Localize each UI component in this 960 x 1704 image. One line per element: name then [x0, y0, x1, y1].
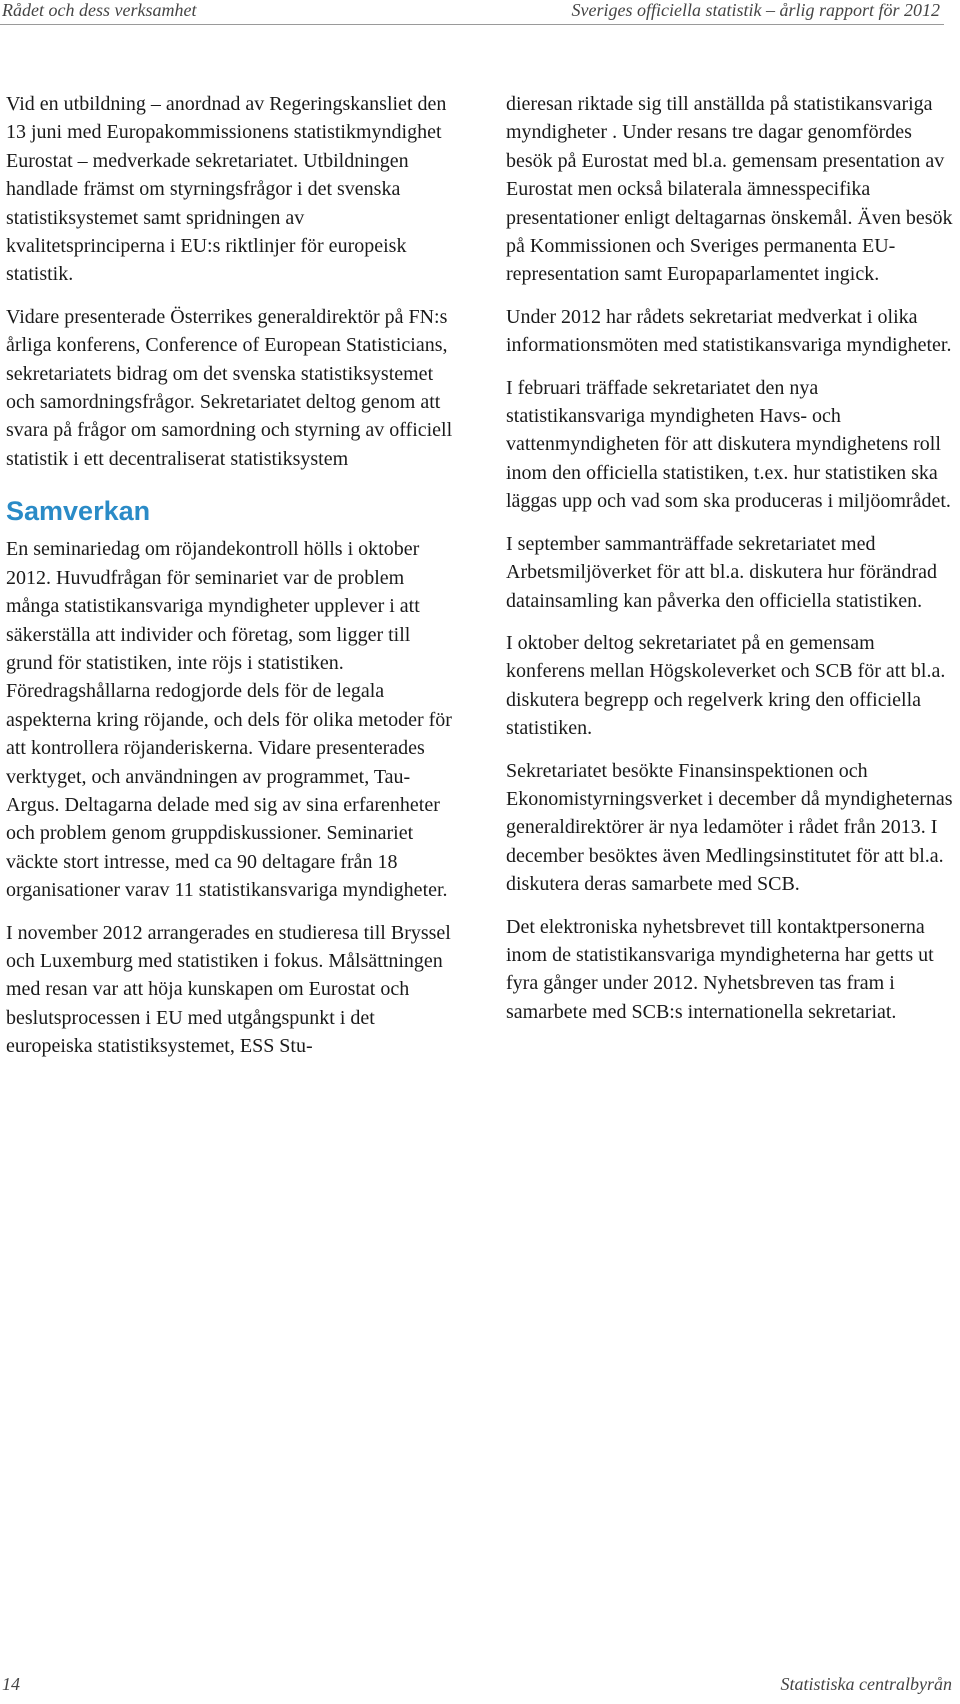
- footer-organization: Statistiska centralbyrån: [780, 1674, 952, 1694]
- header-publication-title: Sveriges officiella statistik – årlig rapport för 2012: [571, 0, 940, 20]
- paragraph: Vidare presenterade Österrikes generaldirektör på FN:s årliga konferens, Conference of European Statisticians, sekretariatets bidrag om det svenska statistiksystemet och samordningsfrågor. Sekretariatet deltog genom att svara på frågor om samordning och styrning av officiell statistik i ett decentraliserat statistiksystem: [6, 305, 453, 470]
- running-header: [0, 0, 944, 24]
- paragraph: dieresan riktade sig till anställda på statistikansvariga myndigheter . Under resans tre dagar genomfördes besök på Eurostat med bl.a. gemensam presentation av Eurostat men också bilaterala ämnesspecifika presentationer enligt deltagarnas önskemål. Även besök på Kommissionen och Sveriges permanenta EU-representation samt Europaparlamentet ingick.: [506, 93, 953, 286]
- right-column: [506, 90, 956, 1040]
- paragraph: I september sammanträffade sekretariatet med Arbetsmiljöverket för att bl.a. diskutera hur förändrad datainsamling kan påverka den officiella statistiken.: [506, 532, 937, 612]
- paragraph: Under 2012 har rådets sekretariat medverkat i olika informationsmöten med statistikansvariga myndigheter.: [506, 305, 952, 357]
- paragraph: Det elektroniska nyhetsbrevet till kontaktpersonerna inom de statistikansvariga myndigheterna har getts ut fyra gånger under 2012. Nyhetsbreven tas fram i samarbete med SCB:s internationella sekretariat.: [506, 915, 934, 1023]
- paragraph: I november 2012 arrangerades en studieresa till Bryssel och Luxemburg med statistiken i fokus. Målsättningen med resan var att höja kunskapen om Eurostat och beslutsprocessen i EU med utgångspunkt i det europeiska statistiksystemet, ESS Stu-: [6, 921, 451, 1058]
- paragraph: Sekretariatet besökte Finansinspektionen och Ekonomistyrningsverket i december då myndigheternas generaldirektörer är nya ledamöter i rådet från 2013. I december besöktes även Medlingsinstitutet för att bl.a. diskutera deras samarbete med SCB.: [506, 759, 953, 896]
- paragraph: Vid en utbildning – anordnad av Regeringskansliet den 13 juni med Europakommissionens statistikmyndighet Eurostat – medverkade sekretariatet. Utbildningen handlade främst om styrningsfrågor i det svenska statistiksystemet samt spridningen av kvalitetsprinciperna i EU:s riktlinjer för europeisk statistik.: [6, 93, 447, 286]
- paragraph: En seminariedag om röjandekontroll hölls i oktober 2012. Huvudfrågan för seminariet var de problem många statistikansvariga myndigheter upplever i att säkerställa att individer och företag, som ligger till grund för statistiken, inte röjs i statistiken. Föredragshållarna redogjorde dels för de legala aspekterna kring röjande, och dels för olika metoder för att kontrollera röjanderiskerna. Vidare presenterades verktyget, och användningen av programmet, Tau-Argus. Deltagarna delade med sig av sina erfarenheter och problem genom gruppdiskussioner. Seminariet väckte stort intresse, med ca 90 deltagare från 18 organisationer varav 11 statistikansvariga myndigheter.: [6, 538, 452, 902]
- header-divider: [0, 24, 944, 25]
- page-number: 14: [2, 1674, 20, 1694]
- left-column: [6, 90, 461, 1075]
- header-section-title: Rådet och dess verksamhet: [2, 0, 197, 20]
- section-heading-samverkan: Samverkan: [6, 496, 151, 527]
- paragraph: I februari träffade sekretariatet den nya statistikansvariga myndigheten Havs- och vattenmyndigheten för att diskutera myndighetens roll inom den officiella statistiken, t.ex. hur statistiken ska läggas upp och vad som ska produceras i miljöområdet.: [506, 376, 951, 513]
- paragraph: I oktober deltog sekretariatet på en gemensam konferens mellan Högskoleverket och SCB för att bl.a. diskutera begrepp och regelverk kring den officiella statistiken.: [506, 631, 946, 740]
